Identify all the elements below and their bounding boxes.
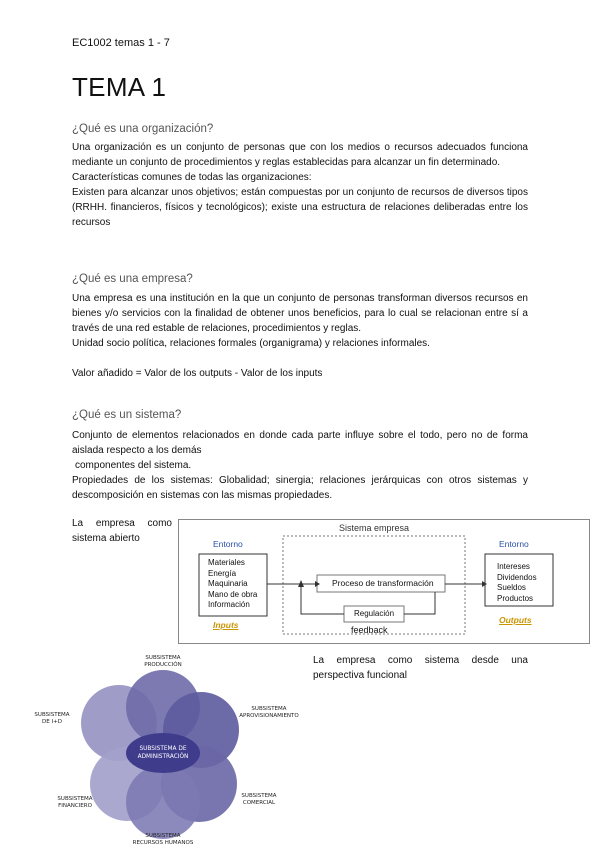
feedback-label: feedback [351, 625, 388, 635]
paragraph: componentes del sistema. [75, 460, 192, 471]
input-item: Mano de obra [208, 589, 258, 599]
paragraph: Características comunes de todas las organizaciones: [72, 172, 312, 183]
label-aprovisionamiento: SUBSISTEMA APROVISIONAMIENTO [239, 706, 299, 719]
label-produccion: SUBSISTEMA PRODUCCIÓN [144, 655, 182, 668]
output-item: Productos [497, 593, 534, 603]
figure1-caption: La empresa como sistema abierto [72, 518, 172, 544]
input-item: Materiales [208, 558, 245, 567]
center-label-line: SUBSISTEMA DE [139, 746, 187, 752]
paragraph: Conjunto de elementos relacionados en donde cada parte influye sobre el todo, pero no de forma aislada respecto a los demás [72, 430, 528, 456]
outputs-label: Outputs [499, 615, 532, 625]
regulation-label: Regulación [354, 609, 395, 618]
process-label: Proceso de transformación [332, 578, 434, 588]
paragraph: Existen para alcanzar unos objetivos; están compuestas por un conjunto de recursos de diversos tipos (RRHH. financieros, físicos y tecnológicos); existe una estructura de relaciones deliberadas entre los recursos [72, 187, 528, 228]
regulation-link-right [404, 592, 435, 614]
center-label [133, 745, 193, 761]
input-item: Información [208, 600, 250, 609]
question-sistema: ¿Qué es un sistema? [72, 409, 182, 421]
entorno-right-label: Entorno [499, 539, 529, 549]
question-organizacion: ¿Qué es una organización? [72, 123, 214, 135]
figure-subsistemas [30, 650, 310, 848]
output-item: Dividendos [497, 572, 537, 582]
document-header: EC1002 temas 1 - 7 [72, 37, 170, 49]
section-empresa-body [72, 291, 528, 351]
section-sistema-body [72, 428, 528, 503]
paragraph: Unidad socio política, relaciones formales (organigrama) y relaciones informales. [72, 338, 430, 349]
page-title: TEMA 1 [72, 72, 167, 102]
input-item: Energía [208, 568, 237, 578]
question-empresa: ¿Qué es una empresa? [72, 273, 193, 285]
paragraph: Propiedades de los sistemas: Globalidad; sinergia; relaciones jerárquicas con otros sistemas y descomposición en sistemas con las mismas propiedades. [72, 475, 528, 501]
outputs-list [497, 562, 537, 604]
label-comercial: SUBSISTEMA COMERCIAL [241, 793, 277, 806]
entorno-left-label: Entorno [213, 539, 243, 549]
label-id: SUBSISTEMA DE I+D [34, 712, 70, 725]
paragraph: Una empresa es una institución en la que un conjunto de personas transforman diversos recursos en bienes y/o servicios con la finalidad de obtener unos beneficios, para lo cual se relacionan entre sí a través de una red estable de relaciones, procedimientos y reglas. [72, 293, 528, 334]
section-organizacion-body [72, 140, 528, 230]
figure2-caption: La empresa como sistema desde una perspectiva funcional [313, 655, 528, 681]
label-rrhh: SUBSISTEMA RECURSOS HUMANOS [132, 833, 194, 846]
figure-sistema-empresa [178, 519, 590, 644]
output-item: Sueldos [497, 583, 526, 592]
valor-anadido-formula: Valor añadido = Valor de los outputs - Valor de los inputs [72, 368, 323, 379]
paragraph: Una organización es un conjunto de personas que con los medios o recursos adecuados funciona mediante un conjunto de procedimientos y reglas establecidas para alcanzar un fin determinado. [72, 142, 528, 168]
input-item: Maquinaria [208, 579, 248, 588]
diagram-title: Sistema empresa [339, 523, 410, 533]
label-financiero: SUBSISTEMA FINANCIERO [57, 796, 93, 809]
output-item: Intereses [497, 562, 530, 571]
petal-rrhh [126, 765, 200, 839]
center-label-line: ADMINISTRACIÓN [137, 754, 189, 760]
inputs-list [208, 558, 257, 611]
inputs-label: Inputs [213, 620, 239, 630]
